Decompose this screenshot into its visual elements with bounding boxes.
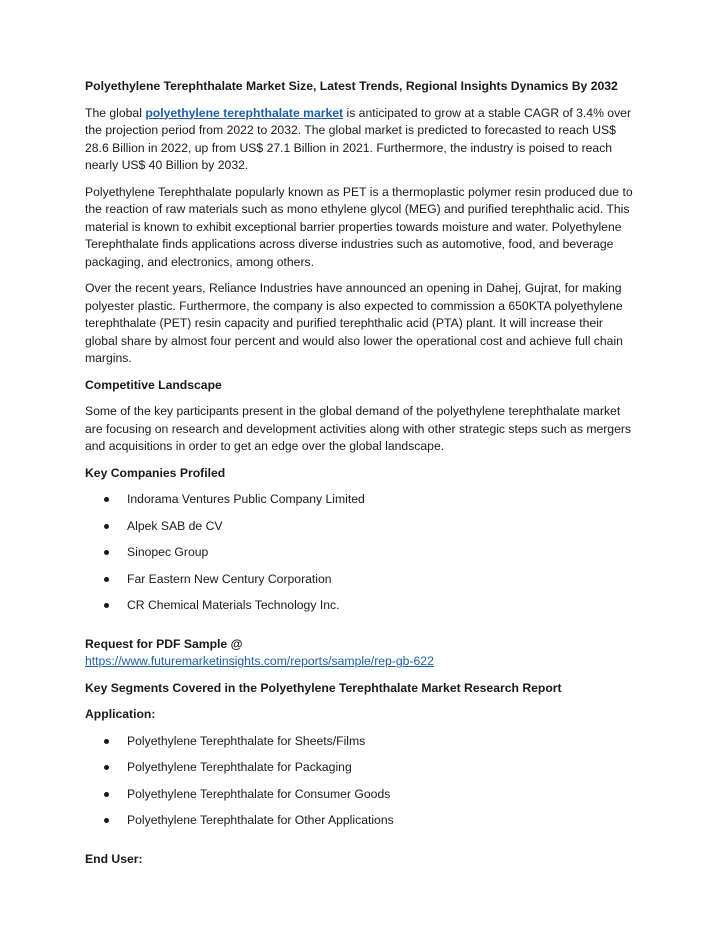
bullet-icon [104, 497, 109, 502]
pdf-sample-link[interactable]: https://www.futuremarketinsights.com/reports/sample/rep-gb-622 [85, 654, 434, 668]
list-item [85, 597, 637, 624]
list-item [85, 759, 637, 786]
bullet-icon [104, 524, 109, 529]
list-item [85, 786, 637, 813]
pdf-request-label: Request for PDF Sample @ [85, 636, 243, 651]
intro-text-after: is anticipated to grow at a stable CAGR of 3.4% over the projection period from 2022 to 2032. The global market is predicted to forecasted to reach US$ 28.6 Billion in 2022, up from US$ 27.1 Billion in 2021. Furthermore, the industry is poised to reach nearly US$ 40 Billion by 2032. [85, 105, 631, 172]
bullet-icon [104, 550, 109, 555]
bullet-icon [104, 818, 109, 823]
bullet-icon [104, 603, 109, 608]
companies-heading: Key Companies Profiled [85, 465, 226, 480]
application-name: Polyethylene Terephthalate for Consumer Goods [127, 786, 391, 801]
intro-text-before: The global [85, 105, 146, 120]
bullet-icon [104, 739, 109, 744]
companies-list [85, 491, 637, 624]
bullet-icon [104, 577, 109, 582]
list-item [85, 733, 637, 760]
list-item [85, 812, 637, 839]
competitive-paragraph: Some of the key participants present in the global demand of the polyethylene terephthalate market are focusing on research and development activities along with other strategic steps such as mergers and acquisitions in order to get an edge over the global landscape. [85, 404, 632, 453]
list-item [85, 491, 637, 518]
bullet-icon [104, 792, 109, 797]
pet-paragraph: Polyethylene Terephthalate popularly known as PET is a thermoplastic polymer resin produced due to the reaction of raw materials such as mono ethylene glycol (MEG) and purified terephthalic acid. This material is known to exhibit exceptional barrier properties towards moisture and water. Polyethylene Terephthalate finds applications across diverse industries such as automotive, food, and beverage packaging, and electronics, among others. [85, 184, 633, 269]
end-user-heading: End User: [85, 851, 143, 866]
segments-heading: Key Segments Covered in the Polyethylene Terephthalate Market Research Report [85, 680, 562, 695]
pdf-request [85, 636, 637, 671]
company-name: CR Chemical Materials Technology Inc. [127, 598, 340, 612]
company-name: Alpek SAB de CV [127, 518, 223, 533]
bullet-icon [104, 765, 109, 770]
intro-paragraph [85, 105, 637, 175]
application-heading: Application: [85, 707, 156, 721]
list-item [85, 571, 637, 598]
document-title: Polyethylene Terephthalate Market Size, Latest Trends, Regional Insights Dynamics By 2032 [85, 79, 618, 93]
reliance-paragraph: Over the recent years, Reliance Industries have announced an opening in Dahej, Gujrat, for making polyester plastic. Furthermore, the company is also expected to commission a 650KTA polyethylene terephthalate (PET) resin capacity and purified terephthalic acid (PTA) plant. It will increase their global share by almost four percent and would also lower the operational cost and achieve full chain margins. [85, 281, 623, 365]
list-item [85, 518, 637, 545]
company-name: Sinopec Group [127, 545, 209, 559]
document-page [85, 78, 637, 877]
application-name: Polyethylene Terephthalate for Sheets/Films [127, 733, 366, 748]
competitive-heading: Competitive Landscape [85, 377, 222, 392]
list-item [85, 544, 637, 571]
application-name: Polyethylene Terephthalate for Other Applications [127, 813, 394, 827]
company-name: Far Eastern New Century Corporation [127, 571, 332, 586]
application-list [85, 733, 637, 839]
company-name: Indorama Ventures Public Company Limited [127, 492, 365, 506]
application-name: Polyethylene Terephthalate for Packaging [127, 760, 352, 774]
market-link[interactable]: polyethylene terephthalate market [145, 105, 344, 120]
